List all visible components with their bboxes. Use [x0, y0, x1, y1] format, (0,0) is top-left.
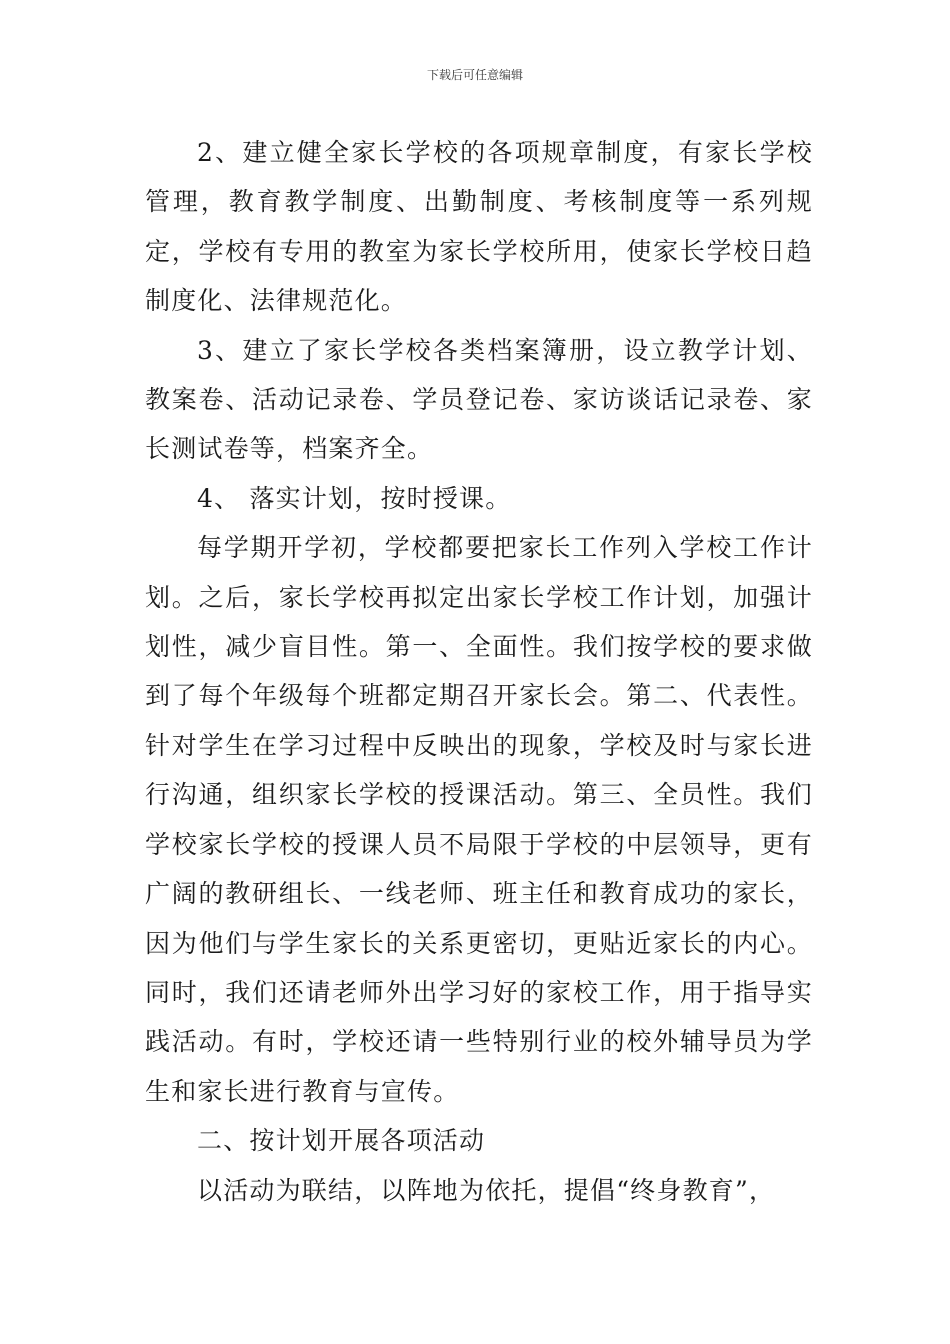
- paragraph-regulations: 2、建立健全家长学校的各项规章制度，有家长学校管理，教育教学制度、出勤制度、考核制度等一系列规定，学校有专用的教室为家长学校所用，使家长学校日趋制度化、法律规范化。: [145, 138, 813, 316]
- paragraph-plan-heading: 4、 落实计划，按时授课。: [197, 483, 512, 513]
- page-header-note: 下载后可任意编辑: [426, 68, 523, 82]
- section-heading-activities: 二、按计划开展各项活动: [197, 1126, 486, 1156]
- paragraph-semester-plan: 每学期开学初，学校都要把家长工作列入学校工作计划。之后，家长学校再拟定出家长学校工作计划，加强计划性，减少盲目性。第一、全面性。我们按学校的要求做到了每个年级每个班都定期召开家长会。第二、代表性。针对学生在学习过程中反映出的现象，学校及时与家长进行沟通，组织家长学校的授课活动。第三、全员性。我们学校家长学校的授课人员不局限于学校的中层领导，更有广阔的教研组长、一线老师、班主任和教育成功的家长，因为他们与学生家长的关系更密切，更贴近家长的内心。同时，我们还请老师外出学习好的家校工作，用于指导实践活动。有时，学校还请一些特别行业的校外辅导员为学生和家长进行教育与宣传。: [145, 533, 813, 1106]
- paragraph-activities-intro: 以活动为联结，以阵地为依托，提倡“终身教育”，: [197, 1175, 776, 1205]
- paragraph-archives: 3、建立了家长学校各类档案簿册，设立教学计划、教案卷、活动记录卷、学员登记卷、家访谈话记录卷、家长测试卷等，档案齐全。: [145, 335, 813, 464]
- document-body: [145, 128, 813, 1215]
